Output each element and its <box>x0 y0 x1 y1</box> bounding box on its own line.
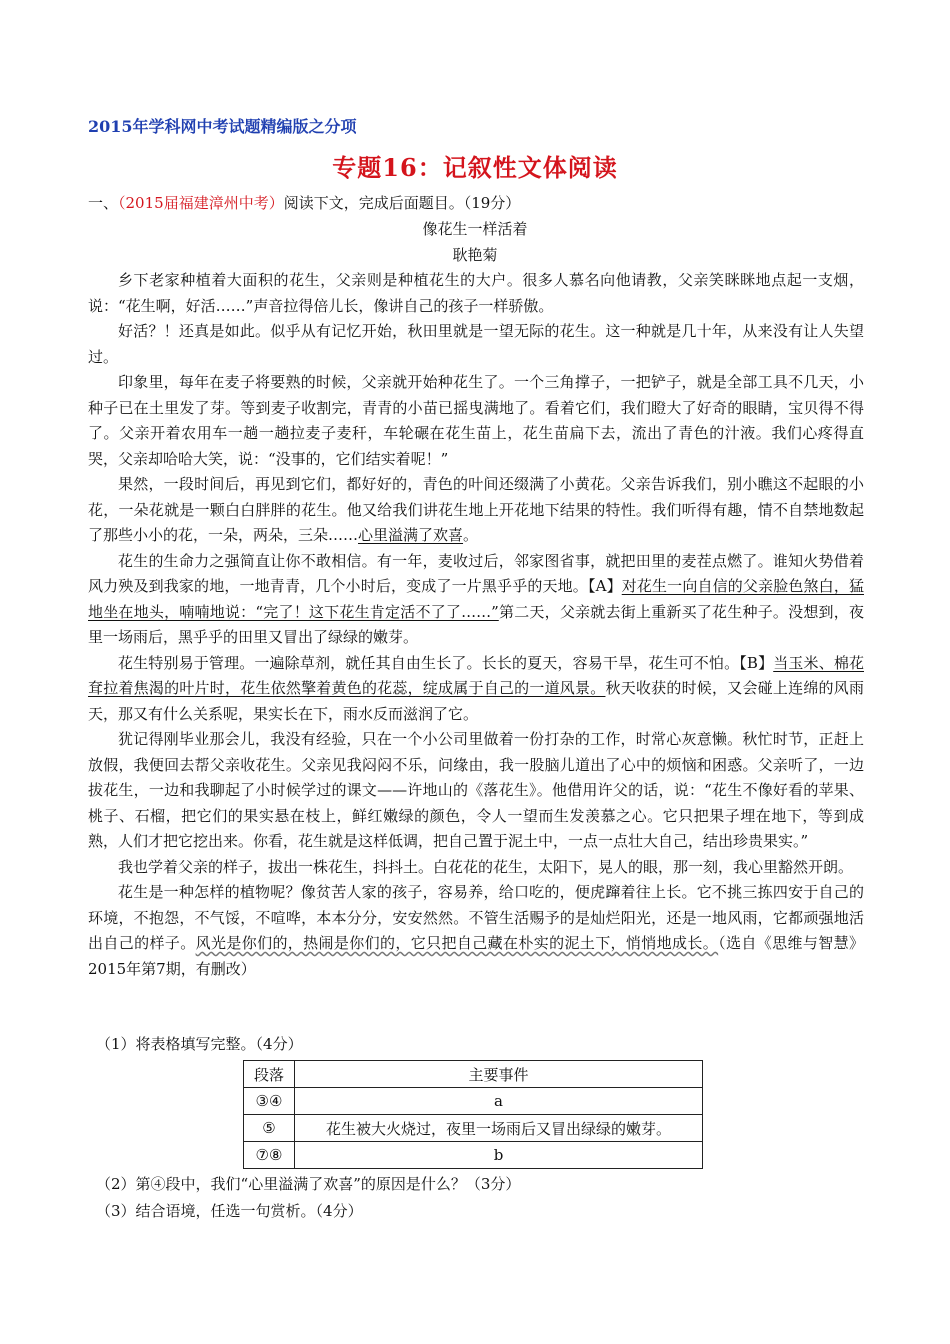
table-row <box>244 1142 703 1169</box>
table-header-row <box>244 1061 703 1088</box>
topic-title: 专题16：记叙性文体阅读 <box>332 153 618 182</box>
paragraph-4 <box>88 472 864 549</box>
passage-source: （选自《思维与智慧》2015年第7期，有删改） <box>88 934 864 978</box>
table-cell: 花生被大火烧过，夜里一场雨后又冒出绿绿的嫩芽。 <box>295 1115 703 1142</box>
passage-title: 像花生一样活着 <box>422 220 528 238</box>
question-instruction: 阅读下文，完成后面题目。（19分） <box>283 194 521 212</box>
table-row <box>244 1115 703 1142</box>
question-number: 一、 <box>88 194 119 212</box>
paragraph-9 <box>88 880 864 982</box>
question-header <box>88 192 520 213</box>
question-1-prompt: （1）将表格填写完整。（4分） <box>96 1035 303 1053</box>
underlined-joy: 心里溢满了欢喜 <box>358 526 464 544</box>
paragraph-6-text: 花生特别易于管理。一遍除草剂，就任其自由生长了。长长的夏天，容易干旱，花生可不怕。【B】 <box>118 653 774 672</box>
underlined-sentence-b: 当玉米、棉花耷拉着焦渴的叶片时，花生依然擎着黄色的花蕊，绽成属于自己的一道风景。 <box>88 653 864 697</box>
paragraph-5-text: 花生的生命力之强简直让你不敢相信。有一年，麦收过后，邻家图省事，就把田里的麦茬点燃了。谁知火势借着风力殃及到我家的地，一地青青，几个小时后，变成了一片黑乎乎的天地。【A】 <box>88 551 864 595</box>
question-3-prompt: （3）结合语境，任选一句赏析。（4分） <box>96 1202 363 1220</box>
paragraph-6-rest: 秋天收获的时候，又会碰上连绵的风雨天，那又有什么关系呢，果实长在下，雨水反而滋润了它。 <box>88 679 864 723</box>
passage-author: 耿艳菊 <box>452 246 498 264</box>
paragraph-2: 好活？！还真是如此。似乎从有记忆开始，秋田里就是一望无际的花生。这一种就是几十年，从来没有让人失望过。 <box>88 322 864 366</box>
underlined-sentence-a: 对花生一向自信的父亲脸色煞白，猛地坐在地头，喃喃地说：“完了！这下花生肯定活不了了……” <box>88 577 864 621</box>
paragraph-4-end: 。 <box>463 526 479 544</box>
question-source: （2015届福建漳州中考） <box>118 194 284 212</box>
question-2-prompt: （2）第④段中，我们“心里溢满了欢喜”的原因是什么？（3分） <box>96 1175 521 1193</box>
events-table <box>243 1060 703 1169</box>
table-cell: ③④ <box>244 1088 295 1115</box>
table-header-cell: 段落 <box>244 1061 295 1088</box>
paragraph-4-text: 果然，一段时间后，再见到它们，都好好的，青色的叶间还缀满了小黄花。父亲告诉我们，别小瞧这不起眼的小花，一朵花就是一颗白白胖胖的花生。他又给我们讲花生地上开花地下结果的特性。我们听得有趣，情不自禁地数起了那些小小的花，一朵，两朵，三朵…… <box>88 475 864 544</box>
table-row <box>244 1088 703 1115</box>
paragraph-3: 印象里，每年在麦子将要熟的时候，父亲就开始种花生了。一个三角撑子，一把铲子，就是全部工具不几天，小种子已在土里发了芽。等到麦子收割完，青青的小苗已摇曳满地了。看着它们，我们瞪大了好奇的眼睛，宝贝得不得了。父亲开着农用车一趟一趟拉麦子麦秆，车轮碾在花生苗上，花生苗扁下去，流出了青色的汁液。我们心疼得直哭，父亲却哈哈大笑，说：“没事的，它们结实着呢！” <box>88 373 864 468</box>
wavy-underlined-sentence: 风光是你们的，热闹是你们的，它只把自己藏在朴实的泥土下，悄悄地成长。 <box>195 934 719 952</box>
paragraph-7: 犹记得刚毕业那会儿，我没有经验，只在一个小公司里做着一份打杂的工作，时常心灰意懒。秋忙时节，正赶上放假，我便回去帮父亲收花生。父亲见我闷闷不乐，问缘由，我一股脑儿道出了心中的烦恼和困惑。父亲听了，一边拔花生，一边和我聊起了小时候学过的课文——许地山的《落花生》。他借用许父的话，说：“花生不像好看的苹果、桃子、石榴，把它们的果实悬在枝上，鲜红嫩绿的颜色，令人一望而生发羡慕之心。它只把果子埋在地下，等到成熟，人们才把它挖出来。你看，花生就是这样低调，把自己置于泥土中，一点一点壮大自己，结出珍贵果实。” <box>88 730 864 850</box>
paragraph-8: 我也学着父亲的样子，拔出一株花生，抖抖土。白花花的花生，太阳下，晃人的眼，那一刻，我心里豁然开朗。 <box>118 857 854 876</box>
table-header-cell: 主要事件 <box>295 1061 703 1088</box>
table-cell: a <box>295 1088 703 1115</box>
paragraph-1: 乡下老家种植着大面积的花生，父亲则是种植花生的大户。很多人慕名向他请教，父亲笑眯眯地点起一支烟，说：“花生啊，好活……”声音拉得倍儿长，像讲自己的孩子一样骄傲。 <box>88 271 864 315</box>
table-cell: ⑦⑧ <box>244 1142 295 1169</box>
paragraph-6 <box>88 651 864 728</box>
paragraph-5-rest: 第二天，父亲就去街上重新买了花生种子。没想到，夜里一场雨后，黑乎乎的田里又冒出了绿绿的嫩芽。 <box>88 602 864 646</box>
table-cell: ⑤ <box>244 1115 295 1142</box>
series-heading: 2015年学科网中考试题精编版之分项 <box>88 117 357 136</box>
passage-body <box>88 268 864 982</box>
paragraph-9-text: 花生是一种怎样的植物呢？像贫苦人家的孩子，容易养，给口吃的，便虎蹿着往上长。它不挑三拣四安于自己的环境，不抱怨，不气馁，不喧哗，本本分分，安安然然。不管生活赐予的是灿烂阳光，还是一地风雨，它都顽强地活出自己的样子。 <box>88 883 864 952</box>
table-cell: b <box>295 1142 703 1169</box>
paragraph-5 <box>88 549 864 651</box>
